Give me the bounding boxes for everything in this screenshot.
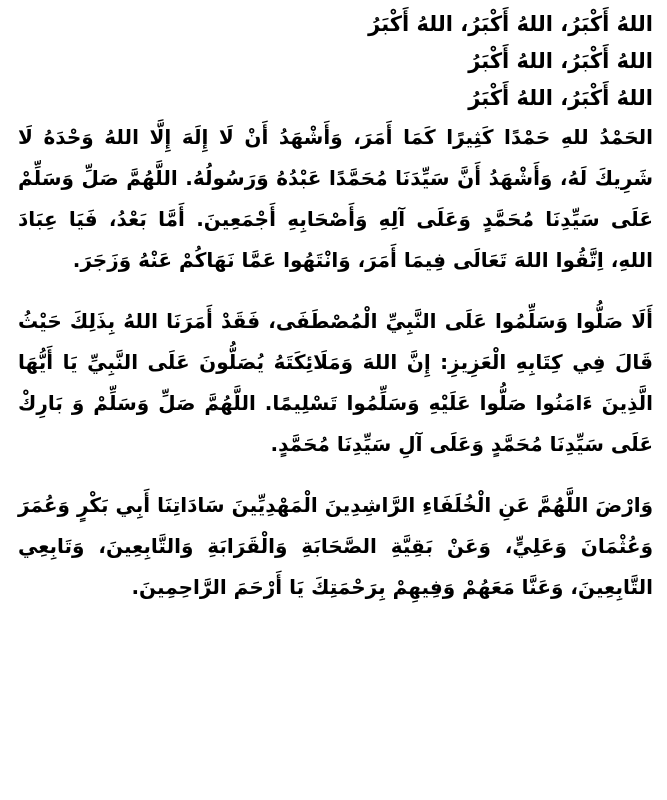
paragraph-salawat: أَلَا صَلُّوا وَسَلِّمُوا عَلَى النَّبِيِّ الْمُصْطَفَى، فَقَدْ أَمَرَنَا اللهُ بِذَلِكَ حَيْثُ قَالَ فِي كِتَابِهِ الْعَزِيزِ: إِنَّ اللهَ وَمَلَائِكَتَهُ يُصَلُّونَ عَلَى النَّبِيِّ يَا أَيُّهَا الَّذِينَ ءَامَنُوا صَلُّوا عَلَيْهِ وَسَلِّمُوا تَسْلِيمًا. اللَّهُمَّ صَلِّ وَسَلِّمْ وَ بَارِكْ عَلَى سَيِّدِنَا مُحَمَّدٍ وَعَلَى آلِ سَيِّدِنَا مُحَمَّدٍ. <box>18 309 653 456</box>
takbir-line-2: اللهُ أَكْبَرُ، اللهُ أَكْبَرُ <box>468 49 653 73</box>
paragraph-supplication: وَارْضَ اللَّهُمَّ عَنِ الْخُلَفَاءِ الرَّاشِدِينَ الْمَهْدِيِّينَ سَادَاتِنَا أَبِي بَكْرٍ وَعُمَرَ وَعُثْمَانَ وَعَلِيٍّ، وَعَنْ بَقِيَّةِ الصَّحَابَةِ وَالْقَرَابَةِ وَالتَّابِعِينَ، وَتَابِعِي التَّابِعِينَ، وَعَنَّا مَعَهُمْ وَفِيهِمْ بِرَحْمَتِكَ يَا أَرْحَمَ الرَّاحِمِينَ. <box>18 493 653 599</box>
paragraph-praise-and-taqwa: الحَمْدُ للهِ حَمْدًا كَثِيرًا كَمَا أَمَرَ، وَأَشْهَدُ أَنْ لَا إِلَهَ إِلَّا اللهُ وَحْدَهُ لَا شَرِيكَ لَهُ، وَأَشْهَدُ أَنَّ سَيِّدَنَا مُحَمَّدًا عَبْدُهُ وَرَسُولُهُ. اللَّهُمَّ صَلِّ وَسَلِّمْ عَلَى سَيِّدِنَا مُحَمَّدٍ وَعَلَى آلِهِ وَأَصْحَابِهِ أَجْمَعِينَ. أَمَّا بَعْدُ، فَيَا عِبَادَ اللهِ، اِتَّقُوا اللهَ تَعَالَى فِيمَا أَمَرَ، وَانْتَهُوا عَمَّا نَهَاكُمْ عَنْهُ وَزَجَرَ. <box>18 125 653 272</box>
paragraph-spacer <box>18 281 653 301</box>
sermon-document <box>18 6 653 800</box>
paragraph-spacer <box>18 465 653 485</box>
takbir-line-3: اللهُ أَكْبَرُ، اللهُ أَكْبَرُ <box>468 86 653 110</box>
takbir-line-1: اللهُ أَكْبَرُ، اللهُ أَكْبَرُ، اللهُ أَكْبَرُ <box>368 12 653 36</box>
